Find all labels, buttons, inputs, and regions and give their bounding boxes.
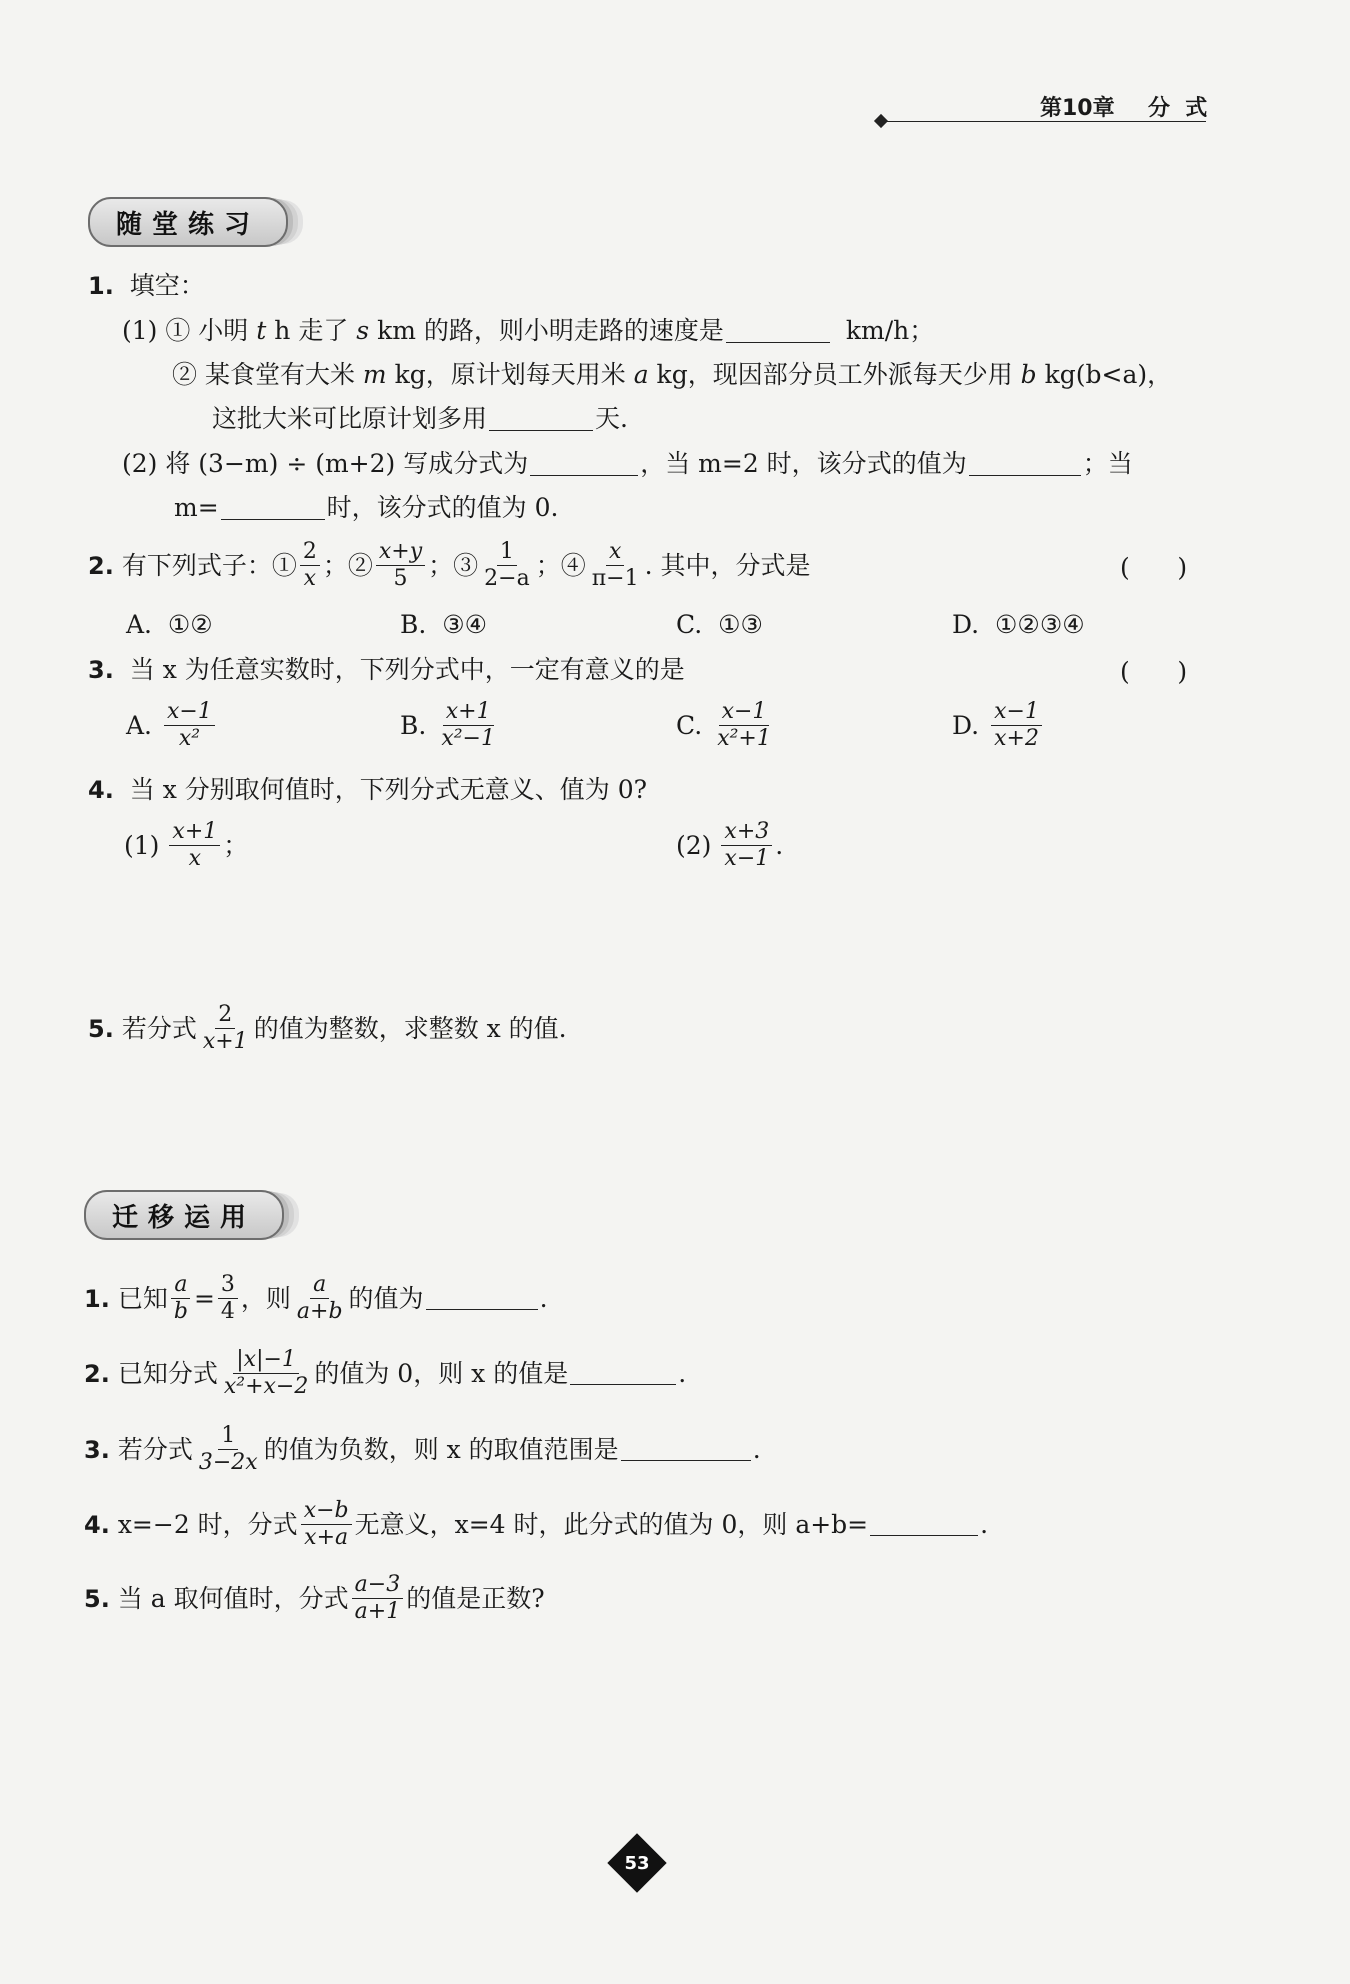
- fraction: $\frac{x-1}{\text{x²}}$: [164, 700, 215, 751]
- question-1-part-1c: 这批大米可比原计划多用 天.: [212, 404, 628, 433]
- choice-c[interactable]: C. $\frac{x-1}{\text{x²+1}}$: [676, 700, 777, 751]
- section-title: 迁移运用: [111, 1202, 256, 1233]
- chapter-header: [1040, 98, 1207, 120]
- question-1-part-2: (2) 将 (3−m) ÷ (m+2) 写成分式为 ，当 m=2 时，该分式的值为 ；当: [122, 449, 1133, 478]
- fraction: $\frac{a}{a+b}$: [296, 1272, 343, 1325]
- transfer-question-2: 2. 已知分式 $\frac{|x|-1}{\text{x²+x−2}}$ 的值为 0，则 x 的值是 .: [84, 1347, 687, 1400]
- answer-blank[interactable]: [530, 453, 638, 476]
- fraction: $\frac{x+y}{5}$: [376, 540, 425, 591]
- choice-b[interactable]: B. $\frac{x+1}{\text{x²−1}}$: [400, 700, 501, 751]
- answer-bracket[interactable]: ( ): [1120, 657, 1188, 686]
- page-number: 53: [624, 1853, 650, 1874]
- question-5: 5. 若分式 $\frac{2}{x+1}$ 的值为整数，求整数 x 的值.: [88, 1002, 567, 1055]
- transfer-question-5: 5. 当 a 取何值时，分式 $\frac{a-3}{a+1}$ 的值是正数?: [84, 1572, 545, 1625]
- header-rule: [884, 121, 1206, 122]
- fraction: $\frac{a-3}{a+1}$: [352, 1573, 404, 1624]
- answer-blank[interactable]: [726, 320, 830, 343]
- answer-blank[interactable]: [489, 408, 593, 431]
- question-1: 1. 填空：: [88, 271, 205, 300]
- fraction: $\frac{x+3}{x-1}$: [721, 820, 772, 871]
- question-3: 3. 当 x 为任意实数时，下列分式中，一定有意义的是: [88, 655, 685, 684]
- section-badge-practice: [88, 197, 288, 247]
- choice-b[interactable]: B. ③④: [400, 610, 488, 639]
- fraction: $\frac{|x|-1}{\text{x²+x−2}}$: [223, 1347, 309, 1400]
- fraction: $\frac{2}{x+1}$: [202, 1002, 248, 1055]
- transfer-question-4: 4. x=−2 时，分式 $\frac{x-b}{x+a}$ 无意义，x=4 时，此分式的值为 0，则 a+b= .: [84, 1498, 989, 1551]
- fraction: $\frac{1}{3-2x}$: [198, 1423, 258, 1476]
- choice-a[interactable]: A. $\frac{x-1}{\text{x²}}$: [126, 700, 218, 751]
- fraction: $\frac{a}{b}$: [171, 1273, 191, 1324]
- chapter-title: 分 式: [1147, 96, 1208, 121]
- fraction: $\frac{x}{\pi-1}$: [591, 539, 639, 592]
- answer-blank[interactable]: [570, 1362, 676, 1385]
- choice-c[interactable]: C. ①③: [676, 610, 763, 639]
- question-4-part-1: (1) $\frac{x+1}{x}$ ；: [124, 819, 249, 872]
- fraction: $\frac{x-1}{x+2}$: [991, 700, 1042, 751]
- fraction: $\frac{1}{2-a}$: [484, 539, 530, 592]
- fraction: $\frac{x-1}{\text{x²+1}}$: [717, 699, 771, 752]
- question-1-part-1a: (1) ① 小明 t h 走了 s km 的路，则小明走路的速度是 km/h；: [122, 316, 935, 345]
- choice-d[interactable]: D. ①②③④: [952, 610, 1085, 639]
- section-badge-transfer: [84, 1190, 284, 1240]
- section-title: 随堂练习: [115, 209, 260, 240]
- question-2: 2. 有下列式子：① $\frac{2}{x}$ ；② $\frac{x+y}{5}$ ；③ $\frac{1}{2-a}$ ；④ $\frac{x}{\pi-1}$ . 其中，分式是: [88, 539, 811, 592]
- choice-d[interactable]: D. $\frac{x-1}{x+2}$: [952, 700, 1045, 751]
- chapter-number: 第10章: [1040, 96, 1115, 121]
- answer-blank[interactable]: [969, 453, 1081, 476]
- answer-blank[interactable]: [426, 1287, 538, 1310]
- answer-bracket[interactable]: ( ): [1120, 553, 1188, 582]
- question-1-part-1b: ② 某食堂有大米 m kg，原计划每天用米 a kg，现因部分员工外派每天少用 b kg(b<a)，: [172, 360, 1173, 389]
- question-1-part-2b: m= 时，该分式的值为 0.: [174, 493, 559, 522]
- transfer-question-3: 3. 若分式 $\frac{1}{3-2x}$ 的值为负数，则 x 的取值范围是 .: [84, 1423, 761, 1476]
- answer-blank[interactable]: [221, 497, 325, 520]
- question-4: 4. 当 x 分别取何值时，下列分式无意义、值为 0?: [88, 775, 648, 804]
- transfer-question-1: 1. 已知 $\frac{a}{b}$ = $\frac{3}{4}$ ，则 $\frac{a}{a+b}$ 的值为 .: [84, 1272, 548, 1325]
- fraction: $\frac{3}{4}$: [218, 1273, 238, 1324]
- fraction: $\frac{x+1}{x}$: [169, 820, 220, 871]
- fraction: $\frac{x-b}{x+a}$: [301, 1499, 352, 1550]
- choice-a[interactable]: A. ①②: [126, 610, 213, 639]
- answer-blank[interactable]: [870, 1513, 978, 1536]
- answer-blank[interactable]: [621, 1438, 751, 1461]
- fraction: $\frac{x+1}{\text{x²−1}}$: [441, 699, 495, 752]
- fraction: $\frac{2}{x}$: [300, 540, 320, 591]
- question-4-part-2: (2) $\frac{x+3}{x-1}$ .: [676, 819, 784, 872]
